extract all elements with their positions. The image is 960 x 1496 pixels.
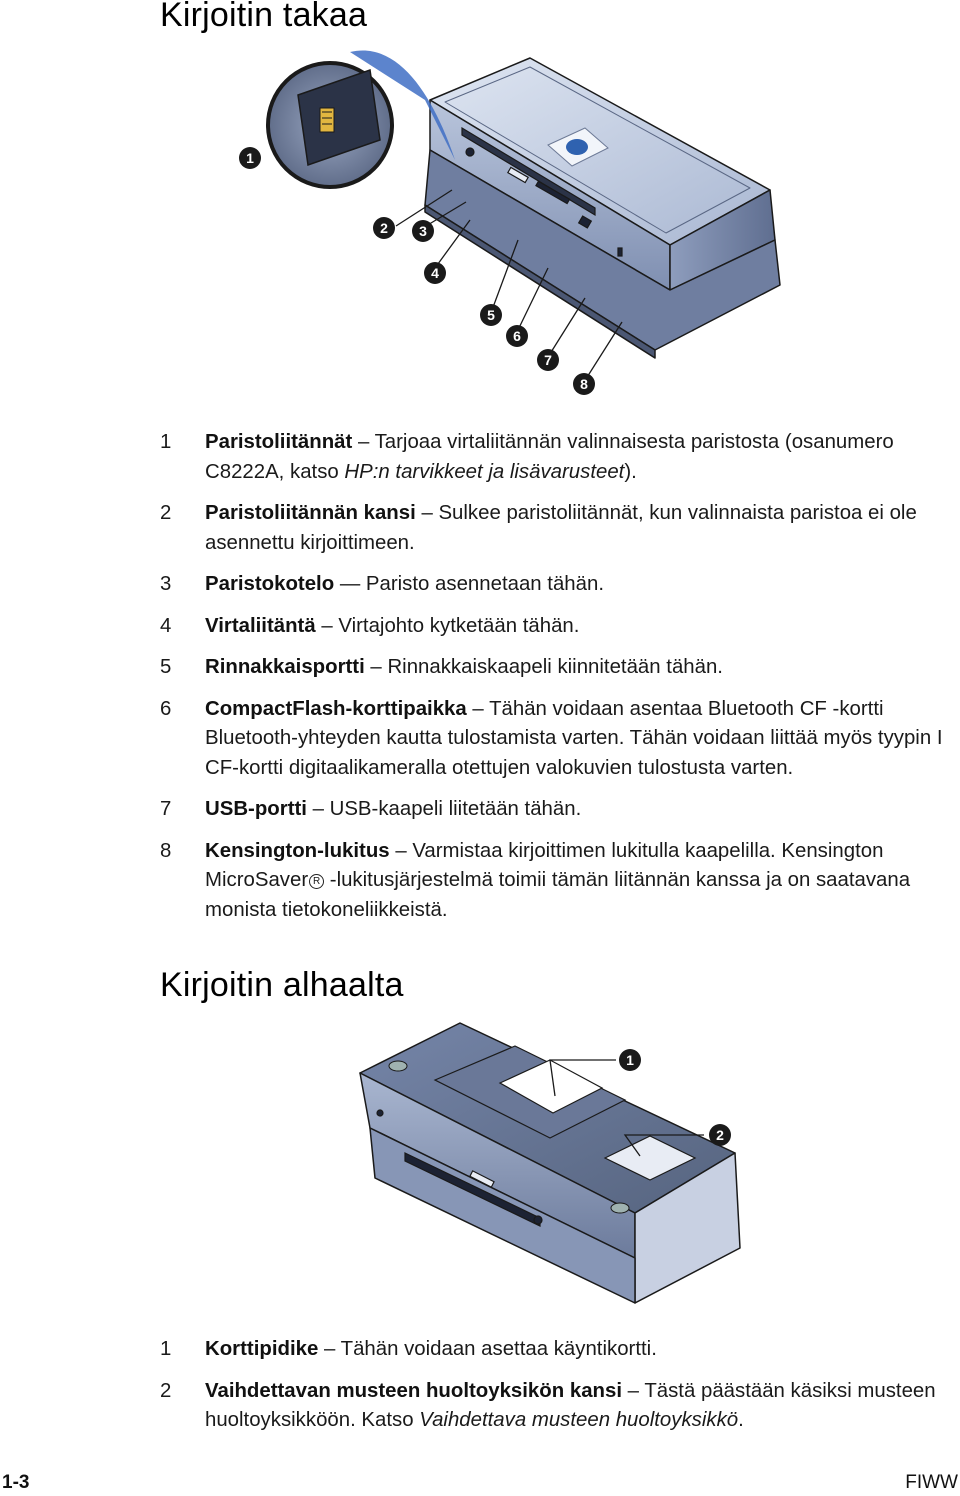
item-number: 2: [160, 502, 172, 524]
section-title-back: Kirjoitin takaa: [160, 0, 368, 34]
battery-contacts-zoom: [268, 50, 455, 187]
printer-bottom-illustration: [350, 1018, 750, 1323]
item-term: Paristokotelo: [205, 573, 335, 595]
page-number: 1-3: [2, 1472, 30, 1493]
item-number: 8: [160, 839, 172, 862]
svg-text:7: 7: [544, 352, 552, 368]
svg-text:3: 3: [419, 223, 427, 239]
back-part-item: [160, 428, 960, 487]
item-sep: –: [389, 839, 413, 862]
svg-text:1: 1: [626, 1052, 634, 1068]
back-part-item: [160, 795, 960, 825]
item-tail: ).: [624, 460, 637, 483]
item-desc: USB-kaapeli liitetään tähän.: [329, 798, 582, 820]
item-term: Vaihdettavan musteen huoltoyksikön kansi: [205, 1379, 622, 1402]
item-sep: –: [415, 502, 439, 524]
callout-5: [480, 304, 502, 326]
item-sep: –: [315, 614, 339, 637]
callout-2: [709, 1124, 731, 1146]
svg-text:2: 2: [380, 220, 388, 236]
svg-text:4: 4: [431, 265, 439, 281]
printer-back-illustration: [230, 40, 800, 410]
section-title-bottom: Kirjoitin alhaalta: [160, 966, 404, 1004]
item-desc: Tähän voidaan asentaa Bluetooth CF -kortti Bluetooth-yhteyden kautta tulostamista varten. Tähän voidaan liittää myös tyypin I CF-kortti digitaalikameralla otettujen valokuvien tulostusta varten.: [205, 697, 943, 779]
callout-1: [619, 1049, 641, 1071]
item-term: USB-portti: [205, 798, 307, 820]
item-term: CompactFlash-korttipaikka: [205, 697, 467, 720]
item-desc: Virtajohto kytketään tähän.: [338, 614, 580, 637]
item-number: 2: [160, 1379, 172, 1402]
svg-text:8: 8: [580, 376, 588, 392]
back-part-item: [160, 499, 960, 558]
item-desc: Varmistaa kirjoittimen lukitulla kaapelilla. Kensington MicroSaver: [205, 839, 884, 891]
item-number: 1: [160, 1338, 172, 1360]
back-part-item: [160, 653, 960, 683]
item-sep: –: [466, 697, 490, 720]
callout-4: [424, 262, 446, 284]
item-sep: –: [622, 1379, 645, 1402]
item-term: Paristoliitännät: [205, 431, 353, 453]
item-reference: HP:n tarvikkeet ja lisävarusteet: [344, 460, 625, 483]
svg-text:6: 6: [513, 328, 521, 344]
callout-3: [412, 220, 434, 242]
callout-7: [537, 349, 559, 371]
bottom-parts-list: [160, 1335, 960, 1448]
item-desc: Tästä päästään käsiksi musteen huoltoyksikköön. Katso: [205, 1379, 936, 1431]
item-desc: Tähän voidaan asettaa käyntikortti.: [340, 1338, 657, 1360]
item-sep: –: [318, 1338, 341, 1360]
item-number: 7: [160, 798, 172, 820]
item-desc: Rinnakkaiskaapeli kiinnitetään tähän.: [387, 656, 723, 678]
svg-text:5: 5: [487, 307, 495, 323]
bottom-part-item: [160, 1377, 960, 1436]
item-sep: –: [364, 656, 388, 678]
back-part-item: [160, 837, 960, 926]
callout-1: [239, 147, 261, 169]
item-number: 1: [160, 431, 172, 453]
item-desc: Sulkee paristoliitännät, kun valinnaista paristoa ei ole asennettu kirjoittimeen.: [205, 502, 917, 554]
back-part-item: [160, 612, 960, 642]
item-sep: –: [352, 431, 375, 453]
item-number: 4: [160, 614, 172, 637]
item-sep: —: [334, 573, 366, 595]
item-tail: -lukitusjärjestelmä toimii tämän liitännän kanssa ja on saatavana monista tietokoneliikkeistä.: [205, 869, 911, 921]
item-desc: Tarjoaa virtaliitännän valinnaisesta paristosta (osanumero C8222A, katso: [205, 431, 894, 483]
bottom-part-item: [160, 1335, 960, 1365]
back-part-item: [160, 695, 960, 784]
item-term: Korttipidike: [205, 1338, 319, 1360]
item-term: Rinnakkaisportti: [205, 656, 365, 678]
svg-text:2: 2: [716, 1127, 724, 1143]
item-desc: Paristo asennetaan tähän.: [365, 573, 604, 595]
item-sep: –: [306, 798, 330, 820]
callout-8: [573, 373, 595, 395]
callout-6: [506, 325, 528, 347]
back-part-item: [160, 570, 960, 600]
item-number: 3: [160, 573, 172, 595]
item-tail: .: [738, 1409, 744, 1431]
registered-mark: R: [309, 874, 324, 889]
item-number: 6: [160, 697, 172, 720]
language-code: FIWW: [905, 1472, 958, 1493]
svg-text:1: 1: [246, 150, 254, 166]
back-parts-list: [160, 428, 960, 937]
item-reference: Vaihdettava musteen huoltoyksikkö: [419, 1409, 739, 1431]
printer-body: [425, 58, 780, 358]
item-term: Virtaliitäntä: [205, 614, 316, 637]
callout-2: [373, 217, 395, 239]
item-number: 5: [160, 656, 172, 678]
item-term: Paristoliitännän kansi: [205, 502, 416, 524]
item-term: Kensington-lukitus: [205, 839, 390, 862]
